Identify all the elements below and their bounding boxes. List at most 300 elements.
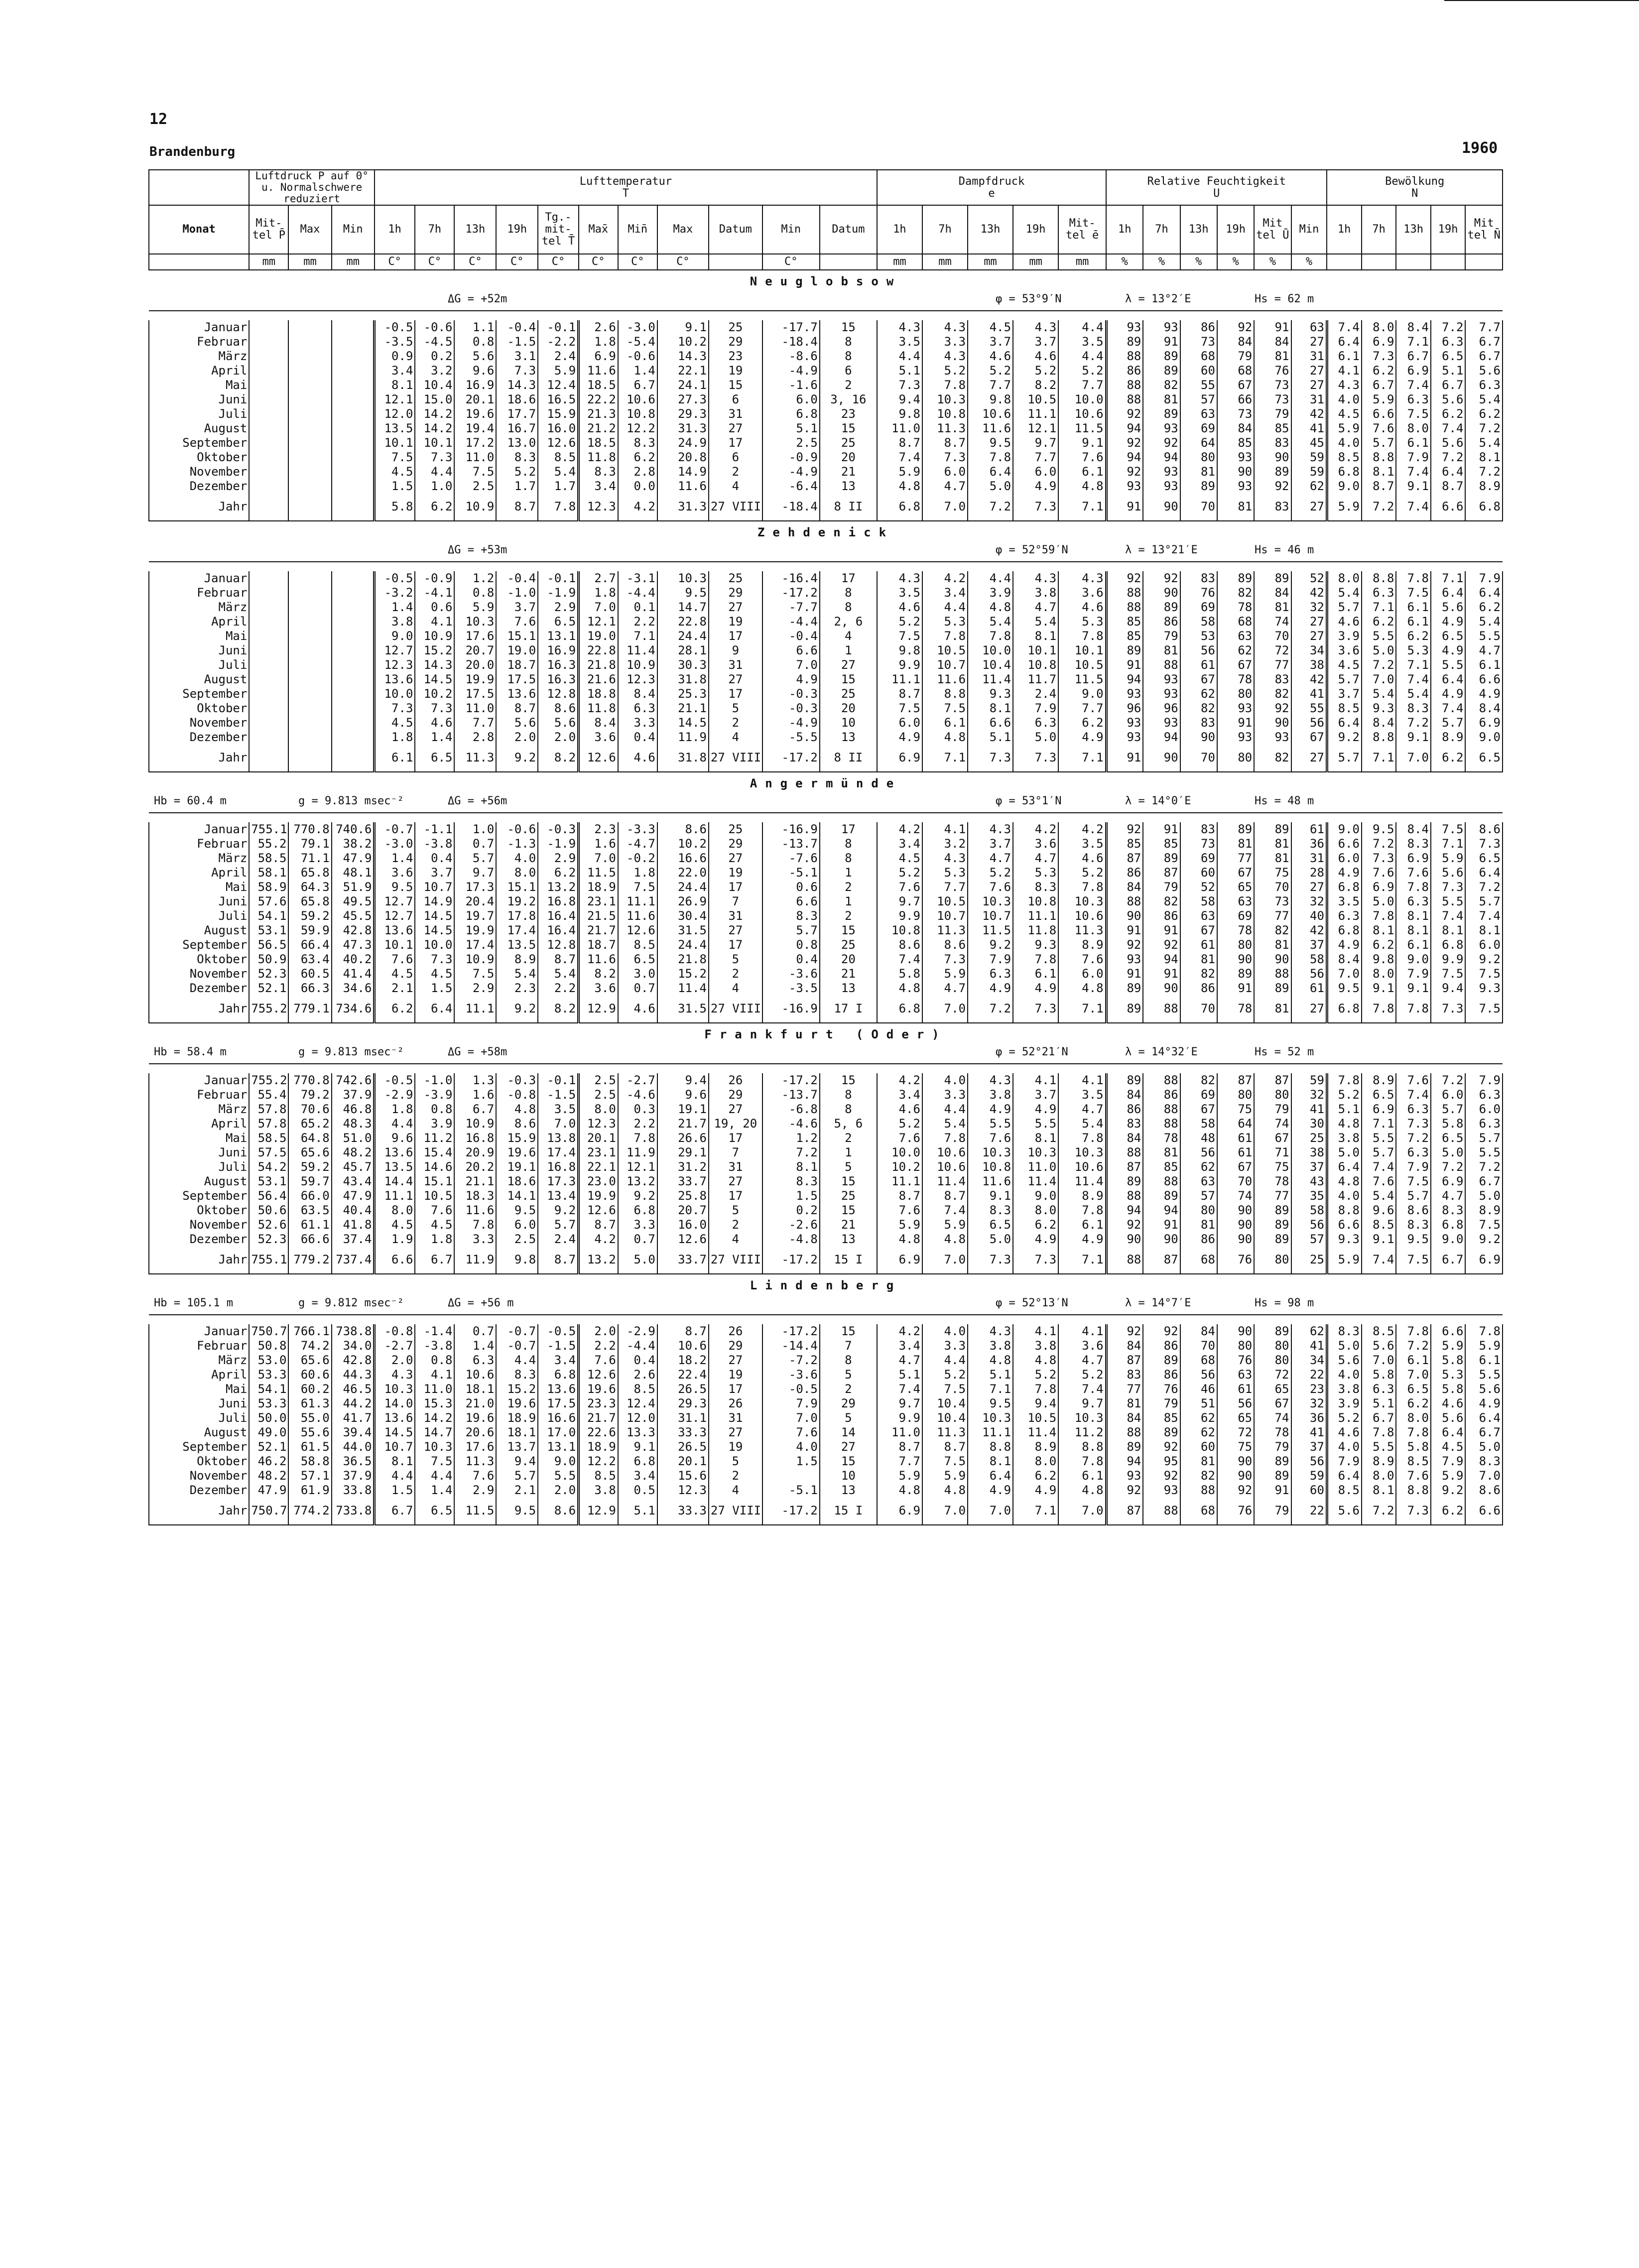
cell-col-15: 7.7 [922,880,968,894]
cell-col-22: 81 [1217,837,1254,851]
cell-col-26: 6.2 [1362,364,1396,378]
month-label: Juli [149,1411,249,1425]
cell-col-22: 90 [1217,1232,1254,1247]
cell-col-27: 7.9 [1396,450,1431,465]
cell-col-21: 57 [1180,392,1217,407]
header-unit-4: C° [415,254,454,270]
cell-col-4: -1.0 [415,1073,454,1088]
cell-col-23: 78 [1254,1425,1291,1440]
month-label: November [149,1469,249,1483]
cell-col-6: 7.6 [496,615,538,629]
cell-col-20: 93 [1143,421,1180,436]
cell-col-8: 12.1 [579,615,618,629]
cell-col-23: 91 [1254,1483,1291,1498]
cell-col-26: 6.2 [1362,938,1396,952]
cell-col-10: 20.8 [657,450,709,465]
cell-col-2 [332,615,375,629]
cell-col-19: 89 [1106,981,1143,996]
cell-col-28: 8.3 [1431,1203,1466,1218]
cell-col-8: 6.9 [579,349,618,364]
table-row [149,730,1503,745]
cell-col-15: 3.3 [922,1088,968,1102]
cell-col-21: 57 [1180,1189,1217,1203]
cell-col-5: 11.0 [454,701,496,716]
cell-col-22: 90 [1217,465,1254,479]
station-rule-row [149,311,1503,320]
cell-col-25: 8.5 [1327,701,1362,716]
table-row [149,1368,1503,1382]
cell-col-6: 9.2 [496,996,538,1015]
cell-col-27: 6.2 [1396,1396,1431,1411]
month-label: November [149,967,249,981]
cell-col-13: 13 [820,981,877,996]
closing-cell [1143,1015,1180,1023]
cell-col-9: 0.7 [618,981,657,996]
cell-col-23: 89 [1254,465,1291,479]
cell-col-2: 737.4 [332,1247,375,1266]
cell-col-17: 9.3 [1013,938,1058,952]
cell-col-9: 10.9 [618,658,657,672]
header-feuchte-symbol: U [1213,187,1220,200]
cell-col-3: 4.5 [375,716,415,730]
cell-col-23: 88 [1254,967,1291,981]
cell-col-1 [288,479,331,494]
cell-col-22: 78 [1217,923,1254,938]
cell-col-20: 86 [1143,1088,1180,1102]
cell-col-25: 5.7 [1327,672,1362,687]
cell-col-27: 7.0 [1396,1368,1431,1382]
cell-col-15: 4.3 [922,320,968,335]
cell-col-24: 37 [1291,1160,1327,1174]
cell-col-19: 91 [1106,923,1143,938]
cell-col-14: 3.4 [877,1088,922,1102]
cell-col-24: 35 [1291,1189,1327,1203]
cell-col-28: 6.8 [1431,938,1466,952]
cell-col-5: 2.5 [454,479,496,494]
cell-col-25: 9.0 [1327,822,1362,837]
cell-col-22: 78 [1217,600,1254,615]
cell-col-19: 89 [1106,1073,1143,1088]
cell-col-19: 93 [1106,1469,1143,1483]
cell-col-3: 13.5 [375,421,415,436]
cell-col-16: 7.3 [968,1247,1013,1266]
cell-col-25: 6.8 [1327,923,1362,938]
cell-col-10: 21.8 [657,952,709,967]
station-header-row [149,270,1503,311]
cell-col-17: 4.3 [1013,320,1058,335]
header-unit-15: mm [922,254,968,270]
closing-cell [454,764,496,772]
cell-col-27: 6.5 [1396,1382,1431,1396]
cell-col-12: -17.2 [762,1247,820,1266]
cell-col-13: 8 [820,1353,877,1368]
cell-col-26: 8.5 [1362,1218,1396,1232]
cell-col-10: 31.5 [657,996,709,1015]
cell-col-16: 8.1 [968,701,1013,716]
cell-col-0: 50.0 [249,1411,288,1425]
cell-col-27: 7.1 [1396,658,1431,672]
cell-col-26: 7.3 [1362,349,1396,364]
cell-col-23: 80 [1254,1247,1291,1266]
cell-col-28: 4.5 [1431,1440,1466,1454]
cell-col-12: -0.3 [762,701,820,716]
cell-col-15: 10.8 [922,407,968,421]
cell-col-27: 8.0 [1396,421,1431,436]
cell-col-5: 9.7 [454,866,496,880]
cell-col-12: 5.7 [762,923,820,938]
cell-col-21: 69 [1180,421,1217,436]
closing-cell [249,1015,288,1023]
station-lambda: λ = 13°2′E [1125,293,1191,305]
cell-col-26: 6.9 [1362,880,1396,894]
cell-col-24: 56 [1291,1454,1327,1469]
cell-col-6: 4.4 [496,1353,538,1368]
cell-col-27: 6.9 [1396,364,1431,378]
cell-col-14: 4.4 [877,349,922,364]
cell-col-20: 93 [1143,716,1180,730]
cell-col-12: -17.2 [762,1498,820,1517]
cell-col-24: 31 [1291,349,1327,364]
closing-cell [496,1517,538,1525]
cell-col-3: 1.5 [375,1483,415,1498]
month-label: Januar [149,320,249,335]
cell-col-6: 8.9 [496,952,538,967]
cell-col-12: -5.1 [762,866,820,880]
cell-col-3: 10.1 [375,436,415,450]
closing-cell [1291,1517,1327,1525]
cell-col-3: 4.5 [375,465,415,479]
cell-col-28: 6.4 [1431,465,1466,479]
header-unit-6: C° [496,254,538,270]
cell-col-26: 7.1 [1362,745,1396,764]
cell-col-26: 6.7 [1362,378,1396,392]
cell-col-8: 3.8 [579,1483,618,1498]
closing-cell [1013,1015,1058,1023]
cell-col-10: 26.9 [657,894,709,909]
cell-col-21: 60 [1180,866,1217,880]
cell-col-28: 5.5 [1431,658,1466,672]
cell-col-19: 83 [1106,1368,1143,1382]
cell-col-1 [288,349,331,364]
cell-col-3: 7.3 [375,701,415,716]
cell-col-12: -4.9 [762,364,820,378]
cell-col-14: 4.9 [877,730,922,745]
cell-col-26: 9.6 [1362,1203,1396,1218]
cell-col-5: 6.3 [454,1353,496,1368]
cell-col-14: 5.2 [877,615,922,629]
cell-col-1 [288,745,331,764]
cell-col-14: 4.8 [877,1483,922,1498]
cell-col-7: 2.0 [538,730,578,745]
cell-col-23: 89 [1254,1324,1291,1339]
cell-col-27: 7.2 [1396,716,1431,730]
closing-cell [375,1517,415,1525]
cell-col-15: 8.6 [922,938,968,952]
cell-col-4: 10.7 [415,880,454,894]
cell-col-12: 1.5 [762,1454,820,1469]
cell-col-22: 90 [1217,1469,1254,1483]
cell-col-9: 12.2 [618,421,657,436]
cell-col-13: 5, 6 [820,1117,877,1131]
cell-col-15: 3.2 [922,837,968,851]
cell-col-15: 5.4 [922,1117,968,1131]
cell-col-7: 8.7 [538,1247,578,1266]
cell-col-21: 67 [1180,923,1217,938]
closing-cell [249,1517,288,1525]
cell-col-21: 81 [1180,1218,1217,1232]
cell-col-11: 17 [709,880,762,894]
cell-col-19: 84 [1106,1131,1143,1145]
header-unit-26 [1362,254,1396,270]
cell-col-4: 4.1 [415,1368,454,1382]
cell-col-0 [249,436,288,450]
table-row-jahr [149,745,1503,764]
cell-col-25: 9.5 [1327,981,1362,996]
cell-col-10: 20.1 [657,1454,709,1469]
cell-col-4: 7.3 [415,701,454,716]
cell-col-3: 12.3 [375,658,415,672]
closing-cell [1291,764,1327,772]
cell-col-25: 8.8 [1327,1203,1362,1218]
cell-col-28: 6.4 [1431,1425,1466,1440]
closing-cell [496,513,538,521]
cell-col-3: 4.3 [375,1368,415,1382]
cell-col-24: 62 [1291,479,1327,494]
cell-col-0: 57.6 [249,894,288,909]
cell-col-16: 7.0 [968,1498,1013,1517]
cell-col-18: 3.6 [1058,586,1106,600]
cell-col-10: 25.3 [657,687,709,701]
cell-col-24: 59 [1291,450,1327,465]
month-label: Juni [149,643,249,658]
station-g: g = 9.813 msec⁻² [298,795,404,807]
cell-col-23: 79 [1254,407,1291,421]
cell-col-20: 81 [1143,1145,1180,1160]
cell-col-13: 14 [820,1425,877,1440]
cell-col-14: 4.2 [877,1073,922,1088]
cell-col-12: 0.2 [762,1203,820,1218]
cell-col-28: 6.0 [1431,1088,1466,1102]
closing-cell [375,1266,415,1274]
cell-col-3: 14.5 [375,1425,415,1440]
header-col-14: 1h [877,205,922,254]
month-label: Juli [149,658,249,672]
cell-col-20: 86 [1143,909,1180,923]
closing-cell [709,1266,762,1274]
cell-col-15: 10.3 [922,392,968,407]
cell-col-7: -1.9 [538,837,578,851]
cell-col-25: 4.8 [1327,1117,1362,1131]
cell-col-27: 6.1 [1396,600,1431,615]
cell-col-24: 27 [1291,494,1327,513]
cell-col-13: 15 [820,320,877,335]
cell-col-20: 95 [1143,1454,1180,1469]
cell-col-16: 9.5 [968,436,1013,450]
cell-col-3: 14.0 [375,1396,415,1411]
cell-col-15: 4.4 [922,1102,968,1117]
cell-col-1: 59.2 [288,1160,331,1174]
cell-col-16: 9.3 [968,687,1013,701]
closing-cell [820,1015,877,1023]
cell-col-8: 21.3 [579,407,618,421]
cell-col-3: 10.7 [375,1440,415,1454]
station-name: Frankfurt (Oder) [704,1027,947,1041]
cell-col-21: 70 [1180,996,1217,1015]
cell-col-8: 11.5 [579,866,618,880]
cell-col-19: 96 [1106,701,1143,716]
cell-col-17: 4.9 [1013,479,1058,494]
cell-col-14: 7.6 [877,1131,922,1145]
cell-col-0: 58.5 [249,1131,288,1145]
cell-col-19: 92 [1106,436,1143,450]
cell-col-15: 5.3 [922,615,968,629]
cell-col-20: 92 [1143,1324,1180,1339]
cell-col-5: 20.7 [454,643,496,658]
header-col-0: Mit-tel P̄ [249,205,288,254]
cell-col-23: 89 [1254,1203,1291,1218]
cell-col-0: 52.6 [249,1218,288,1232]
cell-col-2 [332,450,375,465]
cell-col-18: 11.3 [1058,923,1106,938]
cell-col-24: 36 [1291,837,1327,851]
closing-cell [922,1517,968,1525]
cell-col-1 [288,465,331,479]
cell-col-17: 5.5 [1013,1117,1058,1131]
month-label: April [149,1117,249,1131]
month-label: Juni [149,894,249,909]
cell-col-24: 61 [1291,981,1327,996]
cell-col-26: 7.8 [1362,1425,1396,1440]
cell-col-24: 27 [1291,364,1327,378]
cell-col-17: 11.1 [1013,407,1058,421]
closing-cell [1291,1266,1327,1274]
cell-col-9: 0.3 [618,1102,657,1117]
cell-col-6: -0.4 [496,571,538,586]
cell-col-11: 19 [709,1368,762,1382]
cell-col-25: 6.1 [1327,349,1362,364]
station-hb: Hb = 60.4 m [154,795,227,807]
table-row [149,1454,1503,1469]
cell-col-16: 9.8 [968,392,1013,407]
cell-col-6: 2.3 [496,981,538,996]
header-feuchte-label: Relative Feuchtigkeit [1147,175,1286,188]
closing-cell [1013,1517,1058,1525]
cell-col-18: 4.6 [1058,600,1106,615]
cell-col-1: 66.3 [288,981,331,996]
cell-col-8: 8.0 [579,1102,618,1117]
station-rule [149,1064,1503,1073]
cell-col-21: 82 [1180,1469,1217,1483]
cell-col-22: 84 [1217,335,1254,349]
cell-col-6: 15.9 [496,1131,538,1145]
cell-col-20: 89 [1143,600,1180,615]
cell-col-8: 12.6 [579,745,618,764]
cell-col-19: 84 [1106,1411,1143,1425]
cell-col-0: 48.2 [249,1469,288,1483]
cell-col-9: 8.5 [618,1382,657,1396]
cell-col-24: 56 [1291,1218,1327,1232]
cell-col-2: 44.2 [332,1396,375,1411]
cell-col-29: 5.5 [1465,1368,1503,1382]
cell-col-23: 89 [1254,1454,1291,1469]
cell-col-4: 14.7 [415,1425,454,1440]
cell-col-7: 5.6 [538,716,578,730]
cell-col-17: 4.7 [1013,851,1058,866]
cell-col-22: 70 [1217,1174,1254,1189]
month-label: August [149,672,249,687]
cell-col-10: 12.6 [657,1232,709,1247]
closing-cell [1396,513,1431,521]
cell-col-8: 21.5 [579,909,618,923]
cell-col-19: 86 [1106,866,1143,880]
cell-col-17: 10.5 [1013,1411,1058,1425]
cell-col-24: 31 [1291,392,1327,407]
month-label: März [149,349,249,364]
month-label: September [149,436,249,450]
cell-col-9: -5.4 [618,335,657,349]
month-label: Oktober [149,450,249,465]
cell-col-11: 17 [709,1131,762,1145]
station-lambda: λ = 14°0′E [1125,795,1191,807]
cell-col-22: 89 [1217,822,1254,837]
month-label: April [149,364,249,378]
table-row [149,407,1503,421]
cell-col-15: 4.7 [922,479,968,494]
cell-col-7: 1.7 [538,479,578,494]
cell-col-27: 7.8 [1396,880,1431,894]
cell-col-8: 2.5 [579,1088,618,1102]
cell-col-29: 8.9 [1465,1203,1503,1218]
cell-col-16: 4.9 [968,1102,1013,1117]
table-row [149,822,1503,837]
cell-col-14: 4.3 [877,571,922,586]
cell-col-2: 41.4 [332,967,375,981]
cell-col-1: 55.0 [288,1411,331,1425]
closing-cell [1058,513,1106,521]
cell-col-1: 60.2 [288,1382,331,1396]
header-col-8: Max̄ [579,205,618,254]
cell-col-10: 29.1 [657,1145,709,1160]
cell-col-5: 0.7 [454,837,496,851]
cell-col-16: 11.1 [968,1425,1013,1440]
cell-col-10: 30.3 [657,658,709,672]
cell-col-1: 70.6 [288,1102,331,1117]
cell-col-16: 3.8 [968,1339,1013,1353]
cell-col-1: 59.9 [288,923,331,938]
cell-col-26: 8.9 [1362,1073,1396,1088]
cell-col-5: 17.4 [454,938,496,952]
cell-col-15: 10.7 [922,658,968,672]
cell-col-6: 2.5 [496,1232,538,1247]
cell-col-28: 6.7 [1431,1247,1466,1266]
cell-col-21: 46 [1180,1382,1217,1396]
cell-col-22: 74 [1217,1189,1254,1203]
cell-col-14: 9.4 [877,392,922,407]
month-label: Oktober [149,1203,249,1218]
cell-col-6: 15.2 [496,1382,538,1396]
cell-col-4: -1.4 [415,1324,454,1339]
header-unit-2: mm [332,254,375,270]
cell-col-26: 8.1 [1362,1483,1396,1498]
cell-col-4: 4.1 [415,615,454,629]
cell-col-25: 6.3 [1327,909,1362,923]
cell-col-5: 10.9 [454,494,496,513]
cell-col-26: 8.5 [1362,1324,1396,1339]
table-row [149,1088,1503,1102]
cell-col-25: 6.0 [1327,851,1362,866]
cell-col-27: 7.5 [1396,1174,1431,1189]
closing-cell [709,1517,762,1525]
